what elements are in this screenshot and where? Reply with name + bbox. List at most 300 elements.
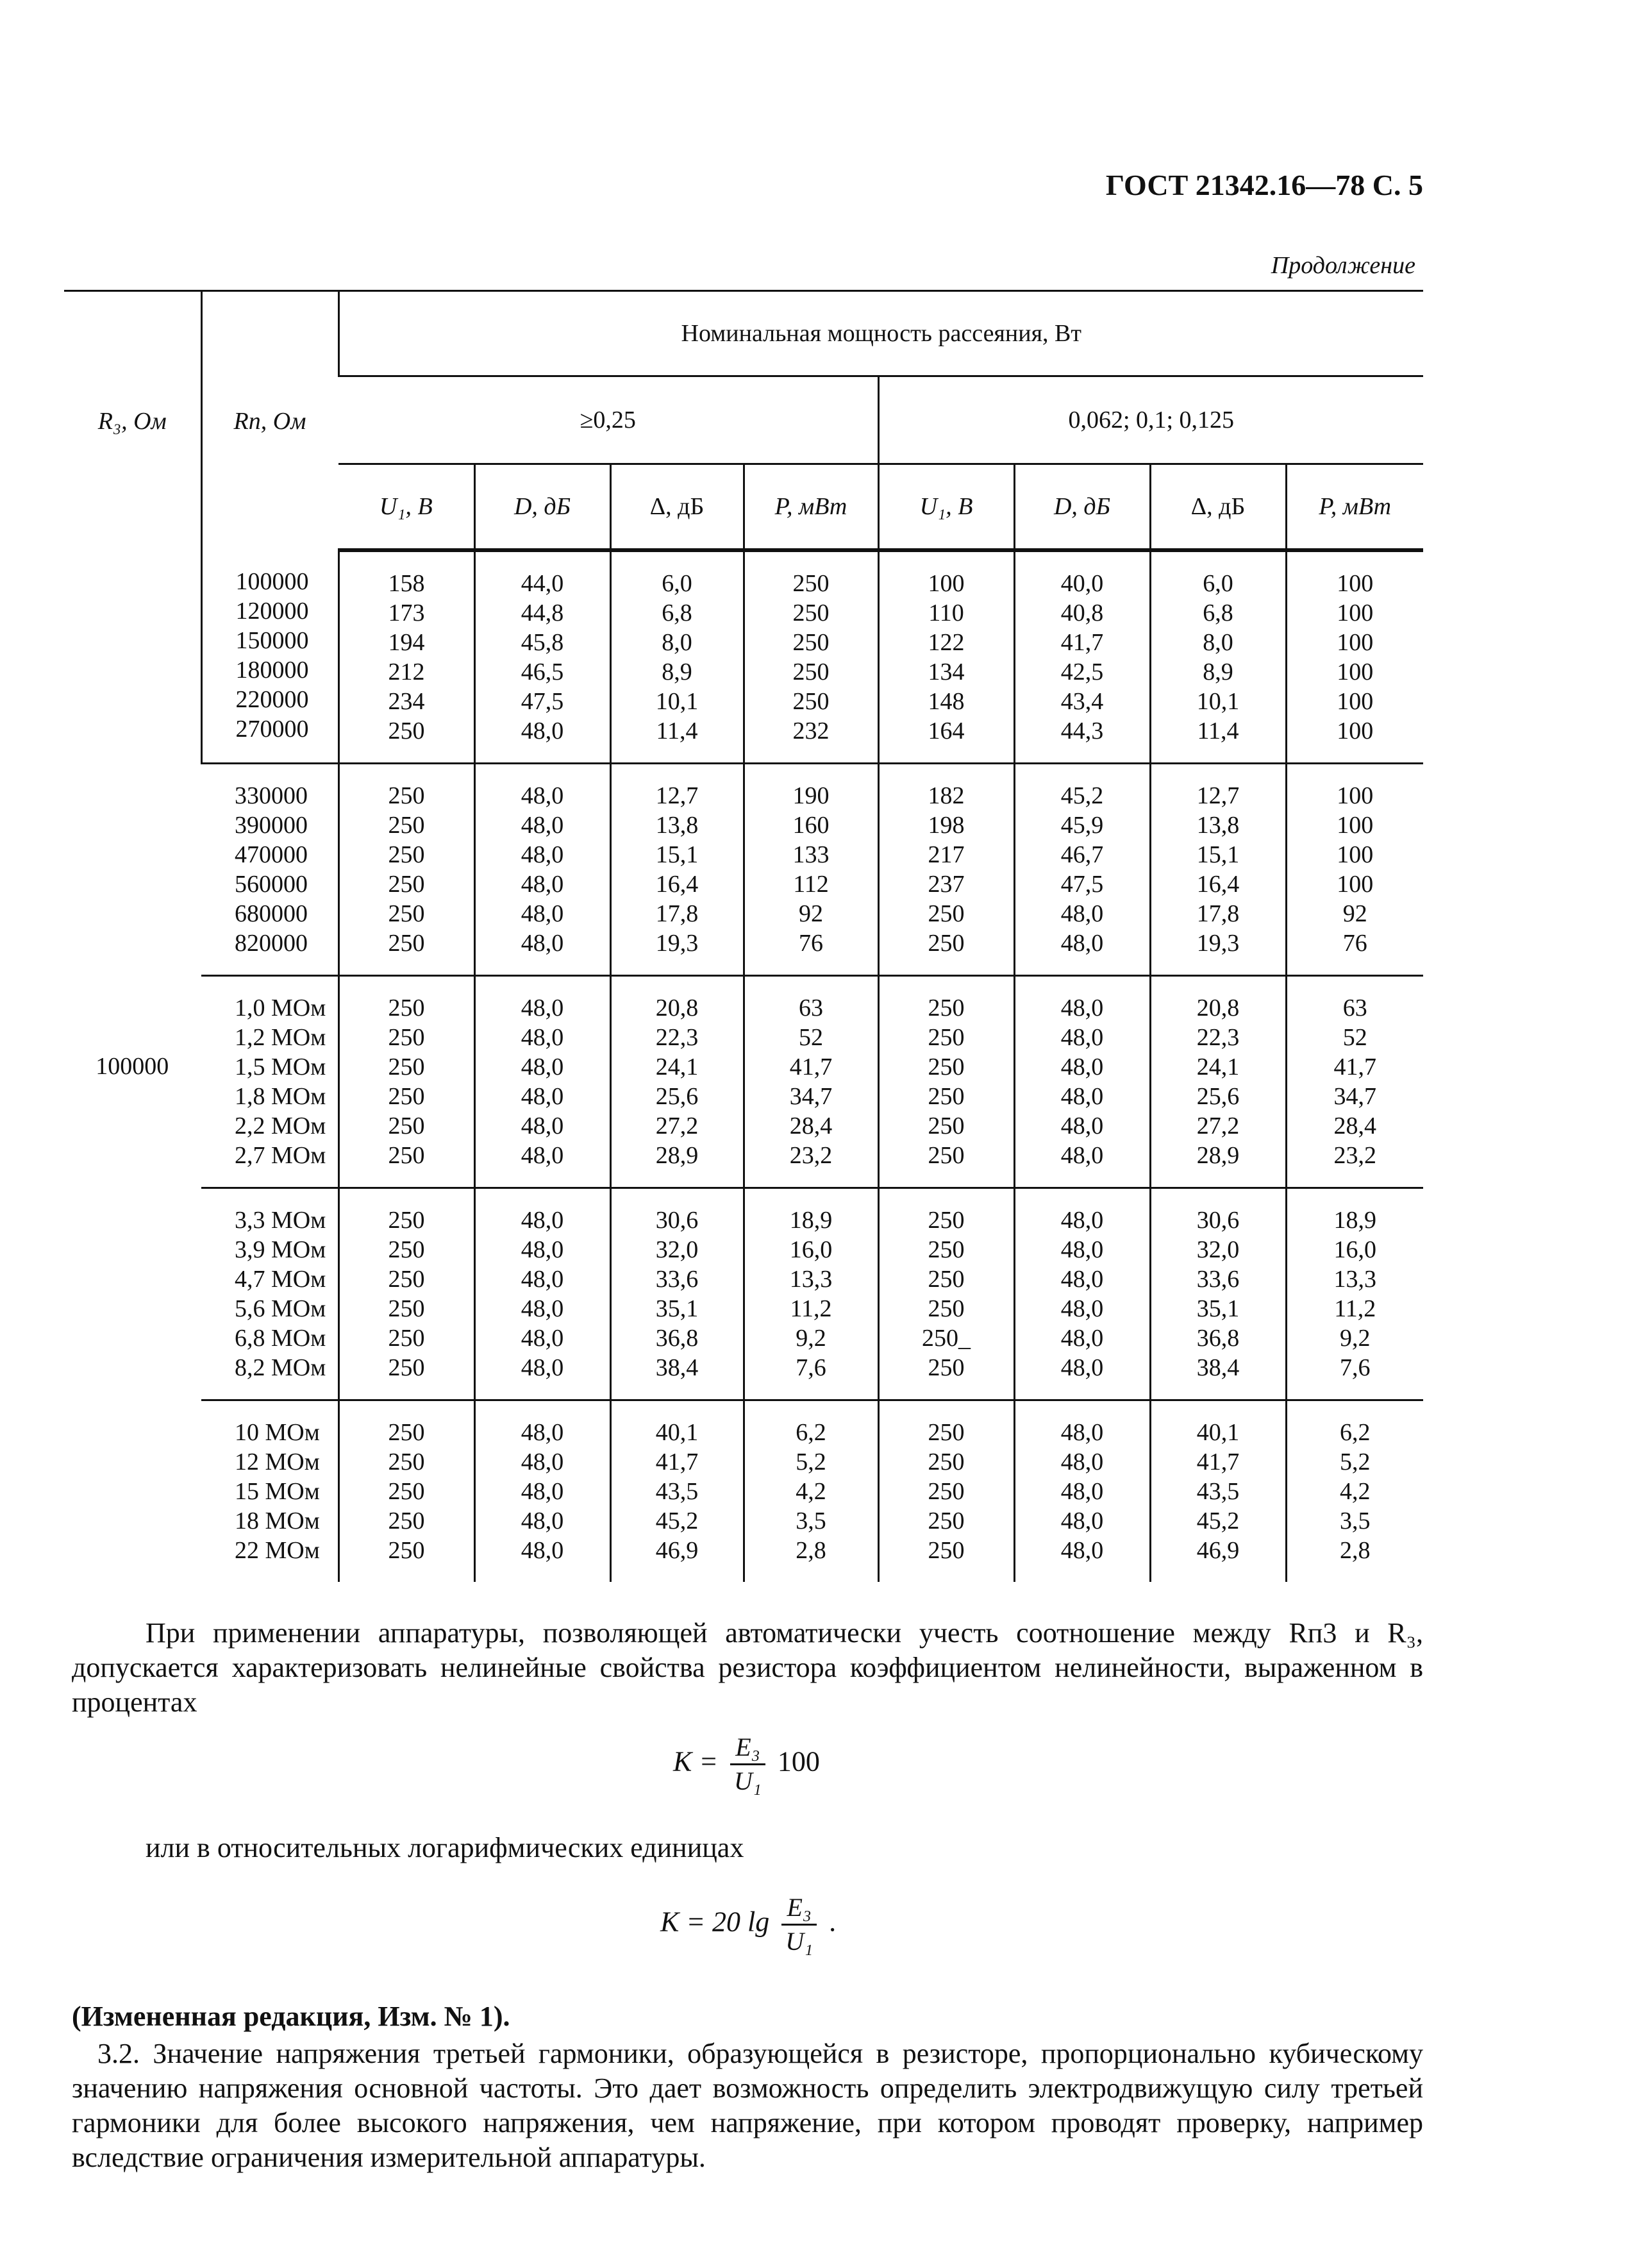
cell-u1-b: 250 (928, 1054, 965, 1080)
col-u1-b (878, 764, 1014, 976)
col-u1-a (338, 550, 474, 764)
cell-u1-b: 250 (928, 1024, 965, 1051)
cell-u1-a: 250 (388, 930, 425, 957)
cell-delta-b: 24,1 (1196, 1054, 1240, 1080)
cell-delta-b: 35,1 (1196, 1295, 1240, 1322)
col-u1-b (878, 976, 1014, 1188)
cell-delta-b: 27,2 (1196, 1113, 1240, 1139)
cell-u1-a: 250 (388, 1266, 425, 1293)
cell-d-b: 41,7 (1060, 629, 1104, 656)
cell-rp: 6,8 МОм (235, 1325, 326, 1352)
col-p-b (1286, 976, 1423, 1188)
cell-u1-b: 250 (928, 930, 965, 957)
col-rp (201, 976, 338, 1188)
cell-p-b: 41,7 (1333, 1054, 1376, 1080)
cell-d-b: 40,0 (1060, 570, 1104, 597)
header-p-b: P, мВт (1286, 464, 1423, 551)
col-p-a (744, 1188, 878, 1400)
cell-rp: 100000 (235, 568, 309, 595)
col-rp (201, 1400, 338, 1583)
table-group-row (64, 550, 1423, 764)
cell-delta-b: 16,4 (1196, 871, 1240, 898)
formula-1-lhs: K = (673, 1745, 719, 1777)
col-p-a (744, 1400, 878, 1583)
cell-u1-b: 122 (928, 629, 965, 656)
cell-p-b: 4,2 (1340, 1478, 1371, 1505)
cell-delta-b: 43,5 (1196, 1478, 1240, 1505)
header-delta-b: Δ, дБ (1150, 464, 1286, 551)
cell-d-a: 48,0 (521, 1054, 564, 1080)
cell-u1-a: 250 (388, 1054, 425, 1080)
header-rp: Rп, Ом (201, 291, 338, 551)
cell-u1-a: 250 (388, 1236, 425, 1263)
cell-d-a: 48,0 (521, 871, 564, 898)
col-p-b (1286, 764, 1423, 976)
cell-d-b: 45,9 (1060, 812, 1104, 839)
col-d-a (474, 976, 610, 1188)
cell-rp: 22 МОм (235, 1537, 320, 1564)
cell-p-b: 100 (1337, 659, 1374, 685)
col-delta-b (1150, 976, 1286, 1188)
cell-rp: 470000 (235, 841, 308, 868)
cell-u1-b: 250 (928, 1083, 965, 1110)
cell-d-a: 48,0 (521, 900, 564, 927)
col-d-a (474, 764, 610, 976)
cell-u1-a: 250 (388, 1113, 425, 1139)
col-d-a (474, 1188, 610, 1400)
cell-rp: 3,9 МОм (235, 1236, 326, 1263)
cell-d-b: 48,0 (1060, 1325, 1104, 1352)
cell-d-b: 48,0 (1060, 1054, 1104, 1080)
cell-rp: 220000 (235, 686, 309, 713)
cell-rp: 1,2 МОм (235, 1024, 326, 1051)
cell-d-a: 48,0 (521, 1478, 564, 1505)
table-group-row (64, 764, 1423, 976)
cell-delta-a: 17,8 (655, 900, 699, 927)
col-u1-a (338, 1188, 474, 1400)
cell-d-a: 48,0 (521, 1449, 564, 1475)
cell-delta-a: 24,1 (655, 1054, 699, 1080)
cell-rp: 8,2 МОм (235, 1354, 326, 1381)
cell-d-a: 48,0 (521, 1113, 564, 1139)
col-u1-a (338, 764, 474, 976)
formula-1-fraction (730, 1731, 765, 1797)
header-group-b: 0,062; 0,1; 0,125 (878, 376, 1423, 464)
cell-rp: 5,6 МОм (235, 1295, 326, 1322)
col-delta-a (610, 764, 744, 976)
continuation-label: Продолжение (1271, 252, 1415, 279)
cell-delta-a: 13,8 (655, 812, 699, 839)
cell-delta-a: 32,0 (655, 1236, 699, 1263)
formula-2-fraction (781, 1892, 817, 1958)
cell-delta-a: 6,0 (662, 570, 692, 597)
data-table (64, 290, 1423, 1582)
cell-u1-b: 250 (928, 900, 965, 927)
col-d-b (1014, 550, 1150, 764)
cell-delta-a: 22,3 (655, 1024, 699, 1051)
page-header: ГОСТ 21342.16—78 С. 5 (1105, 169, 1423, 201)
cell-delta-a: 8,9 (662, 659, 692, 685)
cell-delta-a: 11,4 (656, 718, 698, 744)
cell-d-a: 48,0 (521, 1354, 564, 1381)
cell-d-b: 48,0 (1060, 1449, 1104, 1475)
cell-d-a: 45,8 (521, 629, 564, 656)
cell-p-b: 3,5 (1340, 1508, 1371, 1534)
cell-p-b: 92 (1342, 900, 1367, 927)
cell-p-b: 11,2 (1334, 1295, 1376, 1322)
cell-d-b: 48,0 (1060, 1354, 1104, 1381)
cell-delta-b: 6,0 (1203, 570, 1233, 597)
cell-p-a: 18,9 (789, 1207, 833, 1234)
cell-delta-a: 19,3 (655, 930, 699, 957)
cell-u1-b: 182 (928, 782, 965, 809)
cell-rp: 2,7 МОм (235, 1142, 326, 1169)
cell-d-a: 48,0 (521, 995, 564, 1021)
table-body (64, 550, 1423, 1582)
cell-d-a: 48,0 (521, 718, 564, 744)
col-d-b (1014, 1400, 1150, 1583)
col-delta-a (610, 1400, 744, 1583)
cell-delta-b: 30,6 (1196, 1207, 1240, 1234)
cell-p-b: 6,2 (1340, 1419, 1371, 1446)
cell-p-a: 76 (799, 930, 823, 957)
cell-delta-b: 17,8 (1196, 900, 1240, 927)
cell-p-a: 112 (793, 871, 829, 898)
cell-delta-a: 45,2 (655, 1508, 699, 1534)
cell-d-b: 48,0 (1060, 1113, 1104, 1139)
cell-rp: 10 МОм (235, 1419, 320, 1446)
cell-d-b: 48,0 (1060, 1508, 1104, 1534)
cell-d-a: 48,0 (521, 841, 564, 868)
cell-u1-a: 250 (388, 812, 425, 839)
col-rp (201, 550, 338, 764)
col-p-b (1286, 1188, 1423, 1400)
cell-u1-b: 250 (928, 1478, 965, 1505)
cell-d-a: 48,0 (521, 1325, 564, 1352)
cell-p-b: 100 (1337, 629, 1374, 656)
cell-u1-a: 250 (388, 1083, 425, 1110)
cell-delta-a: 12,7 (655, 782, 699, 809)
cell-rp: 180000 (235, 657, 309, 684)
cell-delta-a: 15,1 (655, 841, 699, 868)
cell-delta-b: 11,4 (1197, 718, 1239, 744)
cell-u1-b: 250 (928, 1113, 965, 1139)
cell-p-a: 3,5 (796, 1508, 826, 1534)
cell-d-b: 48,0 (1060, 995, 1104, 1021)
cell-delta-b: 46,9 (1196, 1537, 1240, 1564)
cell-d-a: 44,8 (521, 600, 564, 626)
cell-rp: 18 МОм (235, 1508, 320, 1534)
cell-u1-a: 250 (388, 1419, 425, 1446)
cell-p-b: 100 (1337, 812, 1374, 839)
cell-delta-a: 25,6 (655, 1083, 699, 1110)
cell-u1-a: 194 (388, 629, 425, 656)
cell-p-b: 63 (1342, 995, 1367, 1021)
cell-u1-a: 250 (388, 1207, 425, 1234)
col-delta-a (610, 976, 744, 1188)
cell-rp: 4,7 МОм (235, 1266, 326, 1293)
cell-p-b: 23,2 (1333, 1142, 1376, 1169)
col-u1-b (878, 550, 1014, 764)
cell-d-b: 48,0 (1060, 1537, 1104, 1564)
cell-delta-b: 25,6 (1196, 1083, 1240, 1110)
cell-delta-b: 38,4 (1196, 1354, 1240, 1381)
cell-p-a: 250 (792, 600, 830, 626)
cell-p-b: 16,0 (1333, 1236, 1376, 1263)
cell-p-a: 7,6 (796, 1354, 826, 1381)
cell-p-a: 13,3 (789, 1266, 833, 1293)
cell-u1-a: 212 (388, 659, 425, 685)
cell-u1-b: 250 (928, 1537, 965, 1564)
cell-p-a: 4,2 (796, 1478, 826, 1505)
cell-u1-b: 134 (928, 659, 965, 685)
cell-p-a: 5,2 (796, 1449, 826, 1475)
header-u1-a: U₁, В (338, 464, 474, 551)
cell-d-b: 44,3 (1060, 718, 1104, 744)
cell-u1-b: 237 (928, 871, 965, 898)
cell-d-a: 48,0 (521, 1508, 564, 1534)
cell-delta-b: 40,1 (1196, 1419, 1240, 1446)
cell-u1-a: 158 (388, 570, 425, 597)
cell-u1-a: 250 (388, 782, 425, 809)
header-group-a: ≥0,25 (338, 376, 878, 464)
cell-rp: 12 МОм (235, 1449, 320, 1475)
cell-u1-b: 250 (928, 995, 965, 1021)
cell-delta-b: 8,9 (1203, 659, 1233, 685)
cell-p-b: 18,9 (1333, 1207, 1376, 1234)
col-d-a (474, 1400, 610, 1583)
cell-u1-a: 250 (388, 1295, 425, 1322)
col-delta-b (1150, 1400, 1286, 1583)
cell-rp: 270000 (235, 716, 309, 743)
col-p-b (1286, 550, 1423, 764)
cell-delta-a: 27,2 (655, 1113, 699, 1139)
cell-delta-a: 28,9 (655, 1142, 699, 1169)
table-group-row (64, 976, 1423, 1188)
cell-p-b: 34,7 (1333, 1083, 1376, 1110)
cell-u1-b: 250 (928, 1449, 965, 1475)
cell-delta-a: 35,1 (655, 1295, 699, 1322)
table-group-row (64, 1400, 1423, 1583)
cell-u1-a: 173 (388, 600, 425, 626)
cell-u1-a: 250 (388, 841, 425, 868)
cell-p-b: 9,2 (1340, 1325, 1371, 1352)
header-power: Номинальная мощность рассеяния, Вт (338, 291, 1423, 376)
header-rz: R₃, Ом (64, 291, 201, 551)
cell-d-a: 48,0 (521, 1295, 564, 1322)
cell-delta-b: 22,3 (1196, 1024, 1240, 1051)
cell-p-a: 232 (792, 718, 830, 744)
cell-u1-a: 250 (388, 1449, 425, 1475)
cell-u1-a: 250 (388, 995, 425, 1021)
cell-p-b: 28,4 (1333, 1113, 1376, 1139)
cell-p-a: 11,2 (790, 1295, 832, 1322)
cell-d-a: 48,0 (521, 1083, 564, 1110)
cell-d-a: 48,0 (521, 1537, 564, 1564)
cell-u1-a: 250 (388, 1142, 425, 1169)
cell-p-b: 7,6 (1340, 1354, 1371, 1381)
cell-rp: 330000 (235, 782, 308, 809)
cell-d-b: 46,7 (1060, 841, 1104, 868)
col-delta-b (1150, 550, 1286, 764)
cell-u1-b: 250 (928, 1508, 965, 1534)
cell-d-b: 48,0 (1060, 1083, 1104, 1110)
cell-d-a: 47,5 (521, 688, 564, 715)
cell-p-a: 52 (799, 1024, 823, 1051)
cell-delta-b: 28,9 (1196, 1142, 1240, 1169)
cell-rp: 1,0 МОм (235, 995, 326, 1021)
cell-rp: 120000 (235, 598, 309, 625)
cell-p-b: 52 (1342, 1024, 1367, 1051)
cell-d-b: 48,0 (1060, 900, 1104, 927)
formula-1 (673, 1731, 820, 1797)
cell-u1-b: 217 (928, 841, 965, 868)
cell-d-a: 48,0 (521, 1142, 564, 1169)
cell-delta-b: 41,7 (1196, 1449, 1240, 1475)
cell-p-b: 76 (1342, 930, 1367, 957)
col-delta-a (610, 1188, 744, 1400)
cell-d-b: 48,0 (1060, 1266, 1104, 1293)
header-p-a: P, мВт (744, 464, 878, 551)
cell-d-b: 48,0 (1060, 1207, 1104, 1234)
cell-rp: 15 МОм (235, 1478, 320, 1505)
cell-p-a: 133 (792, 841, 830, 868)
cell-u1-a: 250 (388, 1354, 425, 1381)
formula-1-numerator: E₃ (730, 1731, 765, 1765)
cell-p-b: 100 (1337, 841, 1374, 868)
cell-u1-a: 250 (388, 1325, 425, 1352)
cell-p-a: 160 (792, 812, 830, 839)
cell-d-b: 48,0 (1060, 1142, 1104, 1169)
cell-p-a: 190 (792, 782, 830, 809)
cell-p-b: 100 (1337, 600, 1374, 626)
cell-u1-a: 250 (388, 718, 425, 744)
cell-u1-a: 250 (388, 1478, 425, 1505)
header-u1-b: U₁, В (878, 464, 1014, 551)
formula-1-rhs: 100 (777, 1745, 820, 1777)
cell-d-a: 48,0 (521, 930, 564, 957)
cell-rp: 3,3 МОм (235, 1207, 326, 1234)
cell-u1-a: 250 (388, 871, 425, 898)
cell-delta-b: 32,0 (1196, 1236, 1240, 1263)
cell-d-a: 48,0 (521, 812, 564, 839)
cell-delta-a: 40,1 (655, 1419, 699, 1446)
cell-rp: 1,8 МОм (235, 1083, 326, 1110)
cell-delta-b: 36,8 (1196, 1325, 1240, 1352)
formula-2 (660, 1892, 836, 1958)
cell-d-b: 40,8 (1060, 600, 1104, 626)
col-p-a (744, 550, 878, 764)
cell-u1-b: 250 (928, 1354, 965, 1381)
cell-u1-b: 148 (928, 688, 965, 715)
cell-d-b: 43,4 (1060, 688, 1104, 715)
cell-delta-a: 41,7 (655, 1449, 699, 1475)
cell-u1-b: 100 (928, 570, 965, 597)
cell-d-b: 48,0 (1060, 930, 1104, 957)
cell-rp: 680000 (235, 900, 308, 927)
cell-delta-a: 38,4 (655, 1354, 699, 1381)
col-u1-b (878, 1188, 1014, 1400)
col-rp (201, 764, 338, 976)
cell-delta-a: 8,0 (662, 629, 692, 656)
cell-d-b: 45,2 (1060, 782, 1104, 809)
cell-delta-a: 36,8 (655, 1325, 699, 1352)
cell-delta-b: 15,1 (1196, 841, 1240, 868)
cell-rp: 2,2 МОм (235, 1113, 326, 1139)
cell-delta-a: 30,6 (655, 1207, 699, 1234)
cell-delta-b: 8,0 (1203, 629, 1233, 656)
cell-d-a: 48,0 (521, 782, 564, 809)
cell-delta-b: 13,8 (1196, 812, 1240, 839)
cell-p-a: 250 (792, 688, 830, 715)
cell-delta-a: 43,5 (655, 1478, 699, 1505)
cell-u1-b: 250 (928, 1295, 965, 1322)
cell-u1-b: 250 (928, 1142, 965, 1169)
cell-delta-b: 33,6 (1196, 1266, 1240, 1293)
col-rp (201, 1188, 338, 1400)
cell-rp: 560000 (235, 871, 308, 898)
cell-rp: 390000 (235, 812, 308, 839)
cell-p-a: 28,4 (789, 1113, 833, 1139)
formula-2-denominator: U₁ (785, 1927, 814, 1956)
cell-p-a: 41,7 (789, 1054, 833, 1080)
cell-d-b: 48,0 (1060, 1295, 1104, 1322)
col-u1-a (338, 1400, 474, 1583)
paragraph-3: 3.2. Значение напряжения третьей гармоники, образующейся в резисторе, пропорционально кубическому значению напряжения основной частоты. Это дает возможность определить электродвижущую силу третьей гармоники для более высокого напряжения, чем напряжение, при котором проводят проверку, например вследствие ограничения измерительной аппаратуры. (72, 2038, 1423, 2173)
cell-delta-a: 20,8 (655, 995, 699, 1021)
cell-delta-b: 45,2 (1196, 1508, 1240, 1534)
cell-p-b: 13,3 (1333, 1266, 1376, 1293)
cell-d-a: 48,0 (521, 1207, 564, 1234)
table-group-row (64, 1188, 1423, 1400)
cell-p-a: 92 (799, 900, 823, 927)
cell-u1-b: 250_ (922, 1325, 971, 1352)
cell-delta-b: 6,8 (1203, 600, 1233, 626)
cell-u1-a: 234 (388, 688, 425, 715)
header-d-a: D, дБ (474, 464, 610, 551)
cell-d-a: 48,0 (521, 1266, 564, 1293)
cell-u1-b: 164 (928, 718, 965, 744)
cell-p-b: 100 (1337, 782, 1374, 809)
cell-u1-b: 250 (928, 1266, 965, 1293)
cell-d-a: 48,0 (521, 1419, 564, 1446)
cell-p-a: 9,2 (796, 1325, 826, 1352)
cell-u1-a: 250 (388, 1537, 425, 1564)
cell-u1-b: 110 (928, 600, 964, 626)
cell-delta-b: 19,3 (1196, 930, 1240, 957)
cell-u1-a: 250 (388, 1024, 425, 1051)
cell-p-a: 250 (792, 629, 830, 656)
cell-p-b: 100 (1337, 570, 1374, 597)
cell-delta-a: 46,9 (655, 1537, 699, 1564)
cell-u1-b: 250 (928, 1419, 965, 1446)
cell-u1-a: 250 (388, 900, 425, 927)
cell-d-b: 42,5 (1060, 659, 1104, 685)
cell-p-b: 5,2 (1340, 1449, 1371, 1475)
cell-delta-b: 10,1 (1196, 688, 1240, 715)
col-u1-a (338, 976, 474, 1188)
cell-d-b: 48,0 (1060, 1024, 1104, 1051)
col-u1-b (878, 1400, 1014, 1583)
col-delta-a (610, 550, 744, 764)
cell-d-b: 48,0 (1060, 1419, 1104, 1446)
cell-p-a: 63 (799, 995, 823, 1021)
cell-p-b: 100 (1337, 688, 1374, 715)
cell-rp: 150000 (235, 627, 309, 654)
cell-d-a: 46,5 (521, 659, 564, 685)
cell-p-a: 6,2 (796, 1419, 826, 1446)
formula-2-rhs: . (829, 1906, 837, 1938)
